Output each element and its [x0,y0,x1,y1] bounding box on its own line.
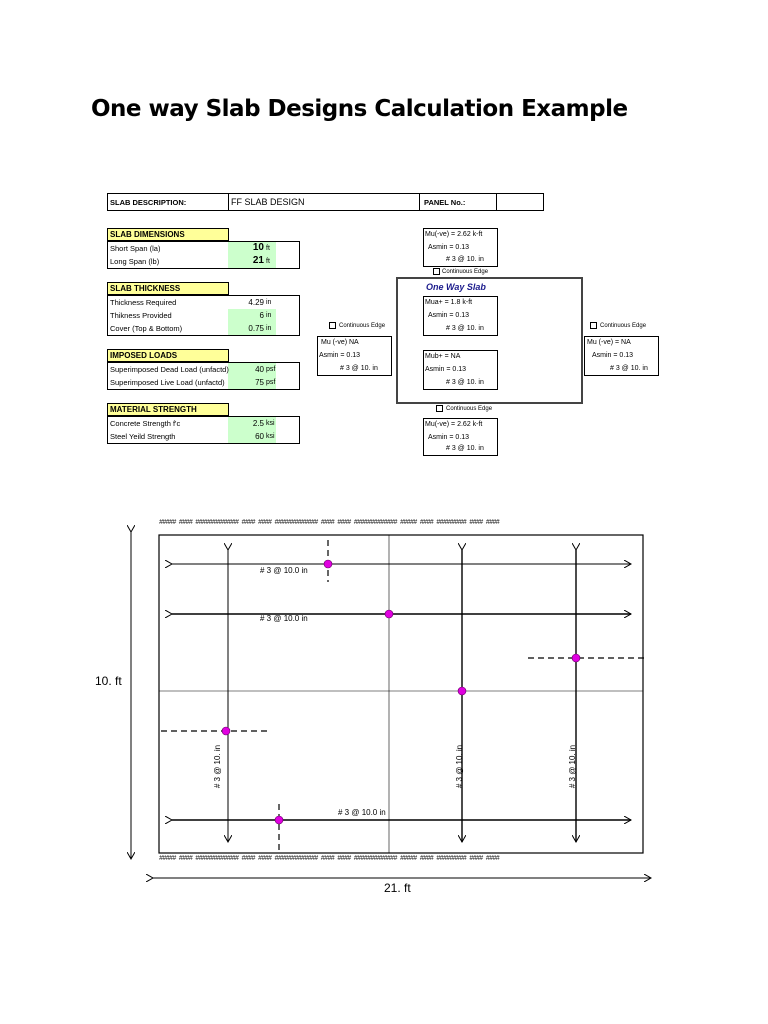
concrete-strength-unit: ksi [266,420,275,427]
short-span-value: 10 [252,242,264,253]
short-span-unit: ft [266,245,270,252]
left-bar: # 3 @ 10. in [340,365,378,372]
concrete-strength-label: Concrete Strength f'c [110,419,181,428]
dot-bottom-stub [275,816,283,824]
thickness-provided-unit: in [266,312,272,319]
panel-no-label: PANEL No.: [424,198,466,207]
cover-unit: in [266,325,272,332]
dimensions-header: SLAB DIMENSIONS [107,228,229,241]
top-bar: # 3 @ 10. in [446,256,484,263]
bar-label-vertical-left: # 3 @ 10. in [213,744,223,789]
steel-strength-unit: ksi [266,433,275,440]
thickness-required-unit: in [266,299,272,306]
top-asmin: Asmin = 0.13 [428,244,470,251]
bottom-asmin: Asmin = 0.13 [428,434,470,441]
left-mu: Mu (-ve) NA [321,339,359,346]
bar-label-top-1: # 3 @ 10.0 in [260,566,308,575]
dot-top-stub [324,560,332,568]
right-mu: Mu (-ve) = NA [587,339,631,346]
bar-label-vertical-mid: # 3 @ 10. in [455,744,465,789]
top-mu: Mu(-ve) = 2.62 k-ft [425,231,483,238]
cover-label: Cover (Top & Bottom) [110,324,183,333]
live-load-label: Superimposed Live Load (unfactd) [110,378,225,387]
right-asmin: Asmin = 0.13 [592,352,634,359]
bottom-hatch: ##### #### ############# #### #### ############# #### #### ############# ##### #### ######### #### #### [159,855,499,863]
page-title: One way Slab Designs Calculation Example [91,96,628,122]
center-bottom-asmin: Asmin = 0.13 [425,366,467,373]
thickness-required-label: Thickness Required [110,298,177,307]
cover-value: 0.75 [248,324,264,333]
dimension-long-span: 21. ft [384,881,411,895]
loads-header: IMPOSED LOADS [107,349,229,362]
dot-mid-vertical [458,687,466,695]
center-bottom-mu: Mub+ = NA [425,353,461,360]
slab-title: One Way Slab [426,282,486,292]
left-edge-label: Continuous Edge [339,323,386,329]
dead-load-unit: psf [266,366,276,373]
bar-label-top-2: # 3 @ 10.0 in [260,614,308,623]
thickness-header: SLAB THICKNESS [107,282,229,295]
material-header: MATERIAL STRENGTH [107,403,229,416]
thickness-provided-label: Thikness Provided [110,311,172,320]
live-load-value: 75 [255,378,264,387]
slab-outline [159,535,643,853]
long-span-unit: ft [266,258,270,265]
top-hatch: ##### #### ############# #### #### ############# #### #### ############# ##### #### ######### #### #### [159,519,499,527]
center-bottom-bar: # 3 @ 10. in [446,379,484,386]
left-asmin: Asmin = 0.13 [319,352,361,359]
dot-left-stub [222,727,230,735]
slab-description-label: SLAB DESCRIPTION: [110,198,187,207]
dot-right-stub [572,654,580,662]
concrete-strength-value: 2.5 [252,419,264,428]
top-edge-label: Continuous Edge [442,269,489,275]
bar-label-bottom: # 3 @ 10.0 in [338,808,386,817]
bar-label-vertical-right: # 3 @ 10. in [568,744,578,789]
dot-center-top [385,610,393,618]
slab-description-value: FF SLAB DESIGN [231,197,305,207]
center-top-bar: # 3 @ 10. in [446,325,484,332]
right-edge-label: Continuous Edge [600,323,647,329]
steel-strength-label: Steel Yeild Strength [110,432,176,441]
long-span-value: 21 [252,255,264,266]
live-load-unit: psf [266,379,276,386]
thickness-required-value: 4.29 [248,298,264,307]
long-span-label: Long Span (lb) [110,257,160,266]
steel-strength-value: 60 [255,432,264,441]
bottom-mu: Mu(-ve) = 2.62 k-ft [425,421,483,428]
short-span-label: Short Span (la) [110,244,161,253]
bottom-edge-label: Continuous Edge [446,406,493,412]
dimension-short-span: 10. ft [95,674,122,688]
right-bar: # 3 @ 10. in [610,365,648,372]
center-top-asmin: Asmin = 0.13 [428,312,470,319]
dead-load-label: Superimposed Dead Load (unfactd) [110,365,229,374]
thickness-provided-value: 6 [259,311,264,320]
center-top-mu: Mua+ = 1.8 k-ft [425,299,473,306]
dead-load-value: 40 [255,365,264,374]
bottom-bar: # 3 @ 10. in [446,445,484,452]
